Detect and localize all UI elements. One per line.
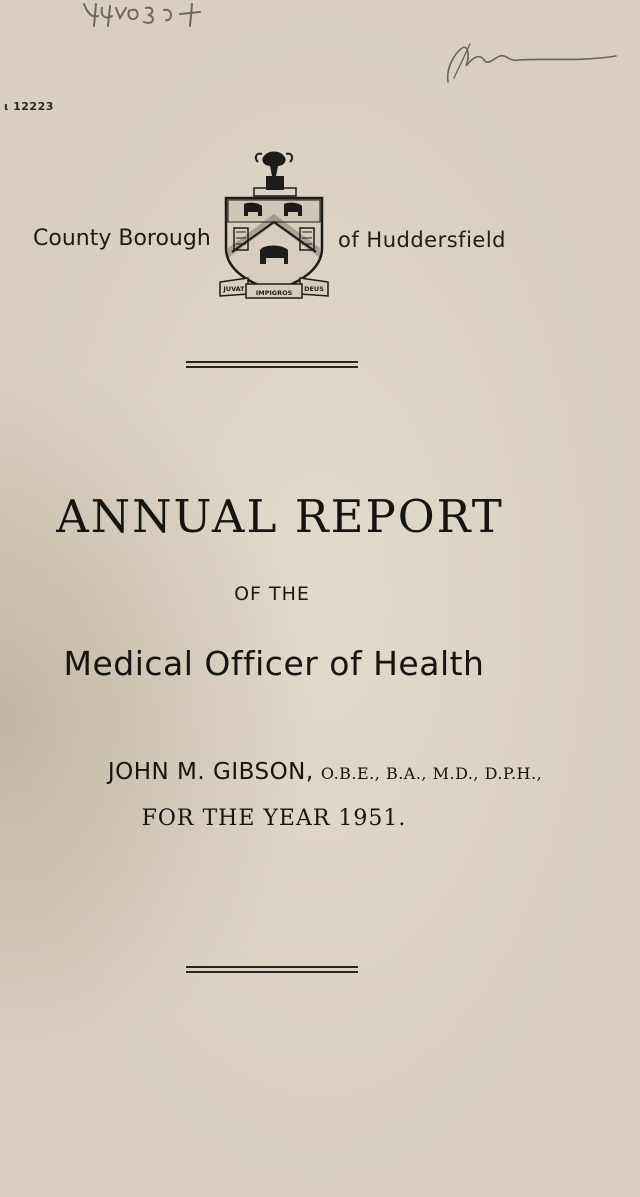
coat-of-arms-icon [218, 148, 330, 300]
report-subtitle: OF THE [234, 583, 310, 605]
masthead-right: of Huddersfield [338, 228, 506, 252]
motto-right: DEUS [304, 285, 324, 293]
crest-ram [256, 152, 292, 191]
report-year: FOR THE YEAR 1951. [141, 806, 407, 831]
stamp-marker: ι [4, 100, 14, 113]
report-title: ANNUAL REPORT [56, 490, 504, 543]
author-line [10, 759, 640, 785]
divider-bottom [186, 966, 358, 968]
author-qualifications: O.B.E., B.A., M.D., D.P.H., [320, 764, 543, 783]
accession-number [4, 100, 54, 113]
masthead-left: County Borough [33, 226, 211, 251]
divider-top [186, 361, 358, 363]
signature-flourish [440, 38, 620, 88]
motto-center: IMPIGROS [255, 289, 293, 297]
office-title: Medical Officer of Health [63, 644, 485, 683]
author-name: JOHN M. GIBSON, [107, 759, 314, 785]
handwritten-note [80, 0, 210, 30]
accession-number-value: 12223 [13, 100, 54, 113]
motto-left: JUVAT [223, 285, 245, 293]
